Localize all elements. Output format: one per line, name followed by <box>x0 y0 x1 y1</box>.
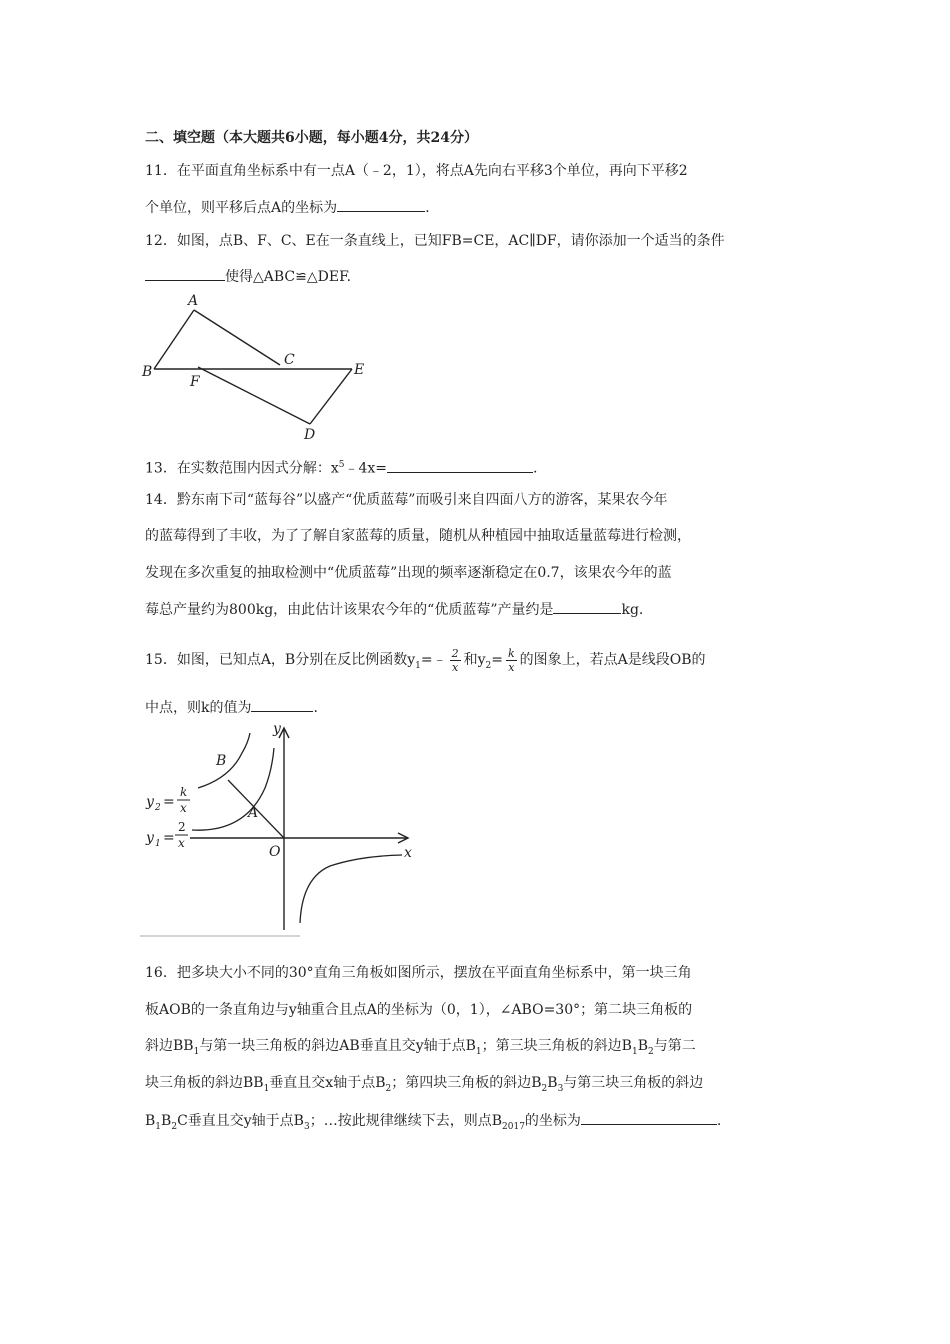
label-y2: y <box>146 794 154 810</box>
segment-DE <box>310 369 352 424</box>
label-E: E <box>354 362 365 378</box>
label-A: A <box>188 293 199 309</box>
q11-text: 个单位，则平移后点A的坐标为 <box>145 200 338 216</box>
q15-line2: 中点，则k的值为 . <box>145 697 318 718</box>
q14-line4: 莓总产量约为800kg，由此估计该果农今年的“优质蓝莓”产量约是 kg. <box>145 599 643 620</box>
svg-text:1: 1 <box>155 839 161 849</box>
label-A: A <box>248 805 259 821</box>
q16-line3: 斜边$BB_1$与第一块三角板的斜边AB垂直且交y轴于点$B_1$；第三块三角板的斜边$B_1B_2$与第二 <box>145 1038 696 1057</box>
q12-line2: 使得△ABC≌△DEF. <box>145 266 351 287</box>
label-origin: O <box>269 844 281 860</box>
q14-line1: 14．黔东南下司“蓝每谷”以盛产“优质蓝莓”而吸引来自四面八方的游客，某果农今年 <box>145 492 668 508</box>
frac-k-over-x: $\frac{k}{x}$ <box>507 646 515 674</box>
q16-line5: $B_1B_2C$垂直且交y轴于点$B_3$；…按此规律继续下去，则点$B_{2017}$的坐标为 . <box>145 1110 721 1137</box>
svg-text:2: 2 <box>155 803 161 813</box>
q16-line4: 块三角板的斜边$BB_1$垂直且交x轴于点$B_2$；第四块三角板的斜边$B_2B_3$与第三块三角板的斜边 <box>145 1075 704 1094</box>
label-y-axis: y <box>273 721 281 737</box>
q15-figure <box>140 718 430 940</box>
q15-line1: 15．如图，已知点A，B分别在反比例函数$y_1=﹣$ $\frac{2}{x}$ 和$y_2=$ $\frac{k}{x}$ 的图象上，若点A是线段OB的 <box>145 646 706 674</box>
q13-line: 13．在实数范围内因式分解：$x^5﹣4x=$ . <box>145 455 537 479</box>
label-B: B <box>142 364 153 380</box>
svg-text:=: = <box>163 794 175 810</box>
svg-text:2: 2 <box>178 820 186 834</box>
label-F: F <box>190 374 200 390</box>
q13-answer-blank[interactable] <box>387 458 533 473</box>
q11-line2: 个单位，则平移后点A的坐标为 . <box>145 197 430 218</box>
q16-line1: 16．把多块大小不同的30°直角三角板如图所示，摆放在平面直角坐标系中，第一块三角 <box>145 965 692 981</box>
q16-answer-blank[interactable] <box>581 1110 717 1125</box>
section-title: 二、填空题（本大题共6小题，每小题4分，共24分） <box>145 130 478 146</box>
q12-line1: 12．如图，点B、F、C、E在一条直线上，已知FB=CE，AC∥DF，请你添加一个适当的条件 <box>145 233 725 249</box>
q14-answer-blank[interactable] <box>553 599 621 614</box>
q11-line1: 11．在平面直角坐标系中有一点A（﹣2，1），将点A先向右平移3个单位，再向下平移2 <box>145 163 688 179</box>
label-y1: y <box>146 830 154 846</box>
svg-text:x: x <box>178 836 185 850</box>
label-x-axis: x <box>404 845 412 861</box>
q16-line2: 板AOB的一条直角边与y轴重合且点A的坐标为（0，1），∠ABO=30°；第二块三角板的 <box>145 1002 693 1018</box>
curve-y1-fourth-quadrant <box>300 855 402 923</box>
label-B: B <box>216 753 227 769</box>
q15-answer-blank[interactable] <box>251 697 313 712</box>
label-C: C <box>284 352 295 368</box>
q11-answer-blank[interactable] <box>337 197 425 212</box>
curve-y1-branch <box>192 748 274 830</box>
segment-AB <box>154 310 194 369</box>
q14-line2: 的蓝莓得到了丰收，为了了解自家蓝莓的质量，随机从种植园中抽取适量蓝莓进行检测， <box>145 528 691 544</box>
svg-text:=: = <box>163 830 175 846</box>
label-D: D <box>304 427 316 443</box>
segment-FD <box>198 367 310 424</box>
q14-line3: 发现在多次重复的抽取检测中“优质蓝莓”出现的频率逐渐稳定在0.7，该果农今年的蓝 <box>145 565 672 581</box>
svg-text:k: k <box>180 785 188 799</box>
q12-answer-blank[interactable] <box>145 266 225 281</box>
frac-2-over-x: $\frac{2}{x}$ <box>451 646 459 674</box>
segment-AC <box>194 310 280 365</box>
q12-figure <box>140 288 380 443</box>
svg-text:x: x <box>180 801 187 815</box>
